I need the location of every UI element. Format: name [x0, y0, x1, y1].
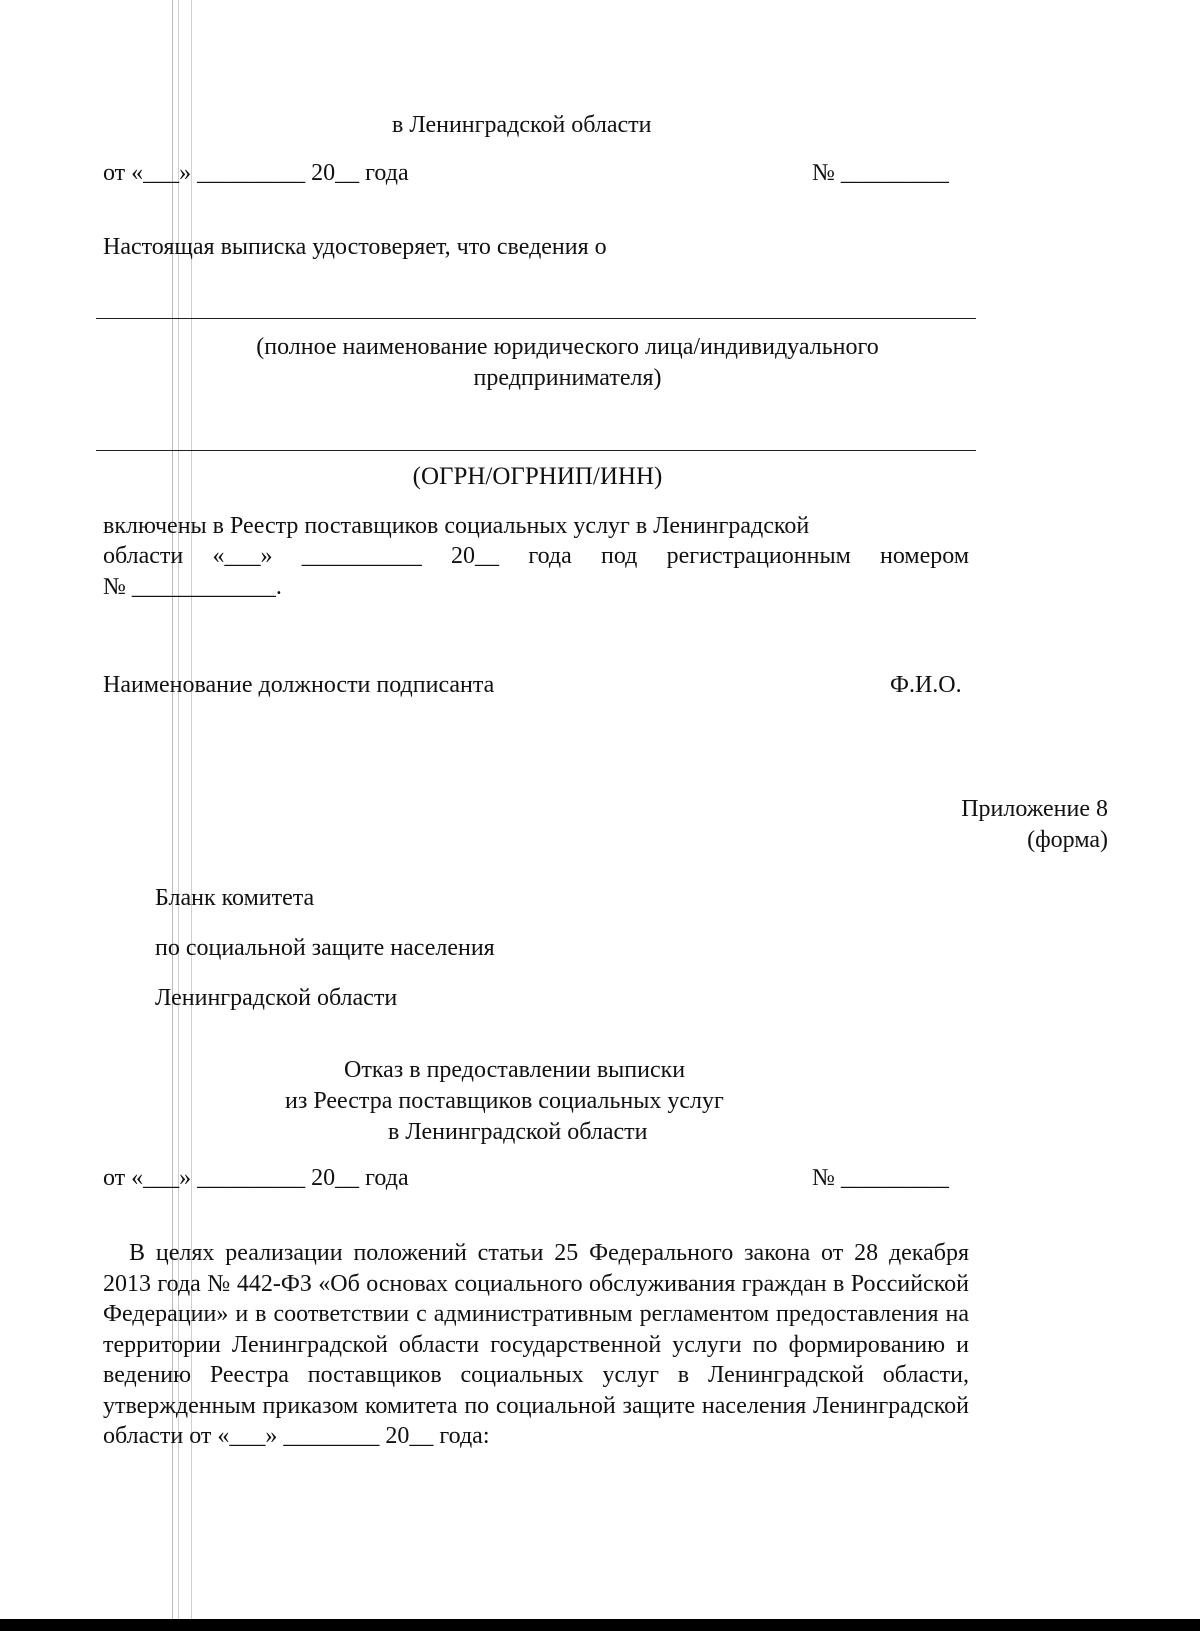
- letterhead-line-1: Бланк комитета: [155, 885, 315, 911]
- ids-underline: [96, 450, 976, 451]
- refusal-date-line: от «___» _________ 20__ года: [103, 1165, 409, 1191]
- refusal-number-line: № _________: [812, 1165, 949, 1191]
- inclusion-text-2-content: области «___» __________ 20__ года под регистрационным номером: [103, 543, 969, 569]
- name-caption-2: предпринимателя): [473, 365, 662, 391]
- signer-name: Ф.И.О.: [890, 672, 962, 698]
- certify-intro: Настоящая выписка удостоверяет, что сведения о: [103, 234, 607, 260]
- region-line: в Ленинградской области: [392, 112, 652, 138]
- appendix-form-note: (форма): [1027, 827, 1108, 853]
- number-line: № _________: [812, 160, 949, 186]
- name-underline: [96, 318, 976, 319]
- refusal-title-2: из Реестра поставщиков социальных услуг: [285, 1088, 724, 1114]
- ids-caption: (ОГРН/ОГРНИП/ИНН): [412, 463, 663, 490]
- inclusion-text-3: № ____________.: [103, 574, 282, 600]
- appendix-label: Приложение 8: [961, 796, 1108, 822]
- refusal-body-text: В целях реализации положений статьи 25 Федерального закона от 28 декабря 2013 года № 442-ФЗ «Об основах социального обслуживания граждан в Российской Федерации» и в соответствии с административным регламентом предоставления на территории Ленинградской области государственной услуги по формированию и ведению Реестра поставщиков социальных услуг в Ленинградской области, утвержденным приказом комитета по социальной защите населения Ленинградской области от «___» ________ 20__ года:: [103, 1240, 969, 1449]
- name-caption-1: (полное наименование юридического лица/индивидуального: [256, 334, 879, 360]
- signer-position: Наименование должности подписанта: [103, 672, 495, 698]
- inclusion-text-2: [103, 541, 969, 572]
- date-line: от «___» _________ 20__ года: [103, 160, 409, 186]
- refusal-body-paragraph: [103, 1238, 969, 1452]
- inclusion-text-1-content: включены в Реестр поставщиков социальных услуг в Ленинградской: [103, 513, 810, 539]
- refusal-title-3: в Ленинградской области: [388, 1119, 648, 1145]
- scan-bottom-edge: [0, 1619, 1200, 1631]
- inclusion-text-1: [103, 511, 969, 542]
- letterhead-line-3: Ленинградской области: [155, 985, 398, 1011]
- refusal-title-1: Отказ в предоставлении выписки: [344, 1057, 686, 1083]
- letterhead-line-2: по социальной защите населения: [155, 935, 495, 961]
